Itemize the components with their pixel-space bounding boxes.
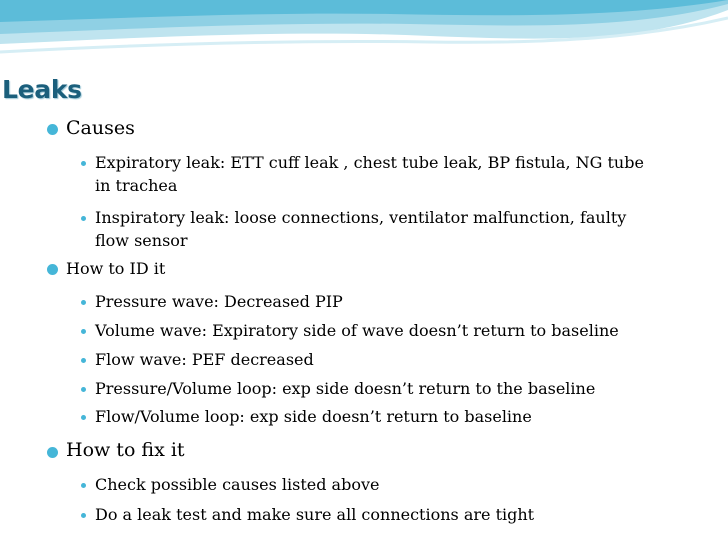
sub-bullet-icon — [81, 329, 86, 334]
sub-bullet-icon — [81, 415, 86, 420]
slide-title: Leaks — [2, 75, 82, 104]
list-item: Volume wave: Expiratory side of wave doesn’t return to baseline — [95, 321, 619, 340]
list-item: Do a leak test and make sure all connections are tight — [95, 505, 535, 524]
bullet-icon — [47, 124, 58, 135]
list-item: Flow wave: PEF decreased — [95, 350, 314, 369]
sub-bullet-icon — [81, 216, 86, 221]
section-heading-causes: Causes — [66, 117, 135, 139]
bullet-icon — [47, 447, 58, 458]
sub-bullet-icon — [81, 300, 86, 305]
list-item: Pressure/Volume loop: exp side doesn’t return to the baseline — [95, 379, 596, 398]
list-item-continuation: flow sensor — [95, 231, 188, 250]
sub-bullet-icon — [81, 483, 86, 488]
list-item: Inspiratory leak: loose connections, ventilator malfunction, faulty — [95, 208, 627, 227]
list-item: Check possible causes listed above — [95, 475, 380, 494]
bullet-icon — [47, 264, 58, 275]
list-item: Flow/Volume loop: exp side doesn’t return to baseline — [95, 407, 532, 426]
sub-bullet-icon — [81, 358, 86, 363]
list-item: Pressure wave: Decreased PIP — [95, 292, 343, 311]
list-item-continuation: in trachea — [95, 176, 178, 195]
section-heading-how-to-fix: How to fix it — [66, 439, 185, 461]
sub-bullet-icon — [81, 387, 86, 392]
section-heading-how-to-id: How to ID it — [66, 259, 166, 278]
sub-bullet-icon — [81, 161, 86, 166]
list-item: Expiratory leak: ETT cuff leak , chest tube leak, BP fistula, NG tube — [95, 153, 644, 172]
sub-bullet-icon — [81, 513, 86, 518]
